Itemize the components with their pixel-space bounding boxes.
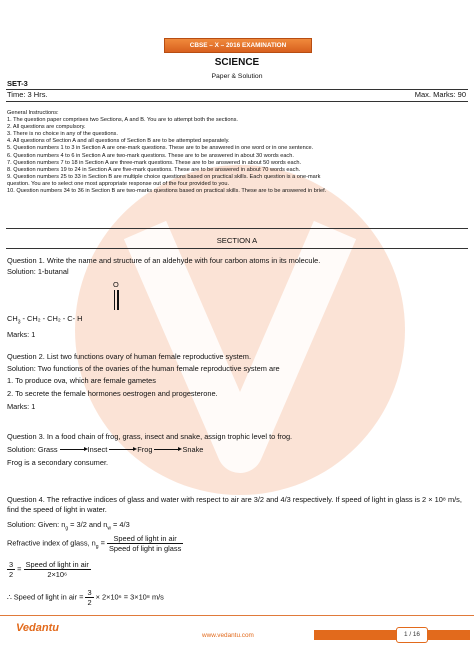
instruction-item: 10. Question numbers 34 to 36 in Section B are two-marks questions based on practical skills. These are to be answered in brief.	[7, 188, 327, 195]
q2-point-1: 1. To produce ova, which are female gametes	[7, 376, 156, 385]
q4-ri-label: Refractive index of glass, n	[7, 538, 96, 548]
exam-banner: CBSE – X – 2016 EXAMINATION	[164, 38, 312, 53]
vedantu-logo: Vedantu	[16, 622, 59, 634]
q4-given-mid: = 3/2 and n	[68, 520, 108, 529]
header-divider-bottom	[6, 101, 468, 102]
q4-result-fraction	[85, 588, 93, 607]
q4-den-2: 2	[87, 598, 92, 607]
q1-marks: Marks: 1	[7, 330, 36, 339]
q1-oxygen-atom: O	[113, 280, 119, 289]
q4-sub-g: g	[65, 525, 69, 532]
q4-given-label: Solution: Given: n	[7, 520, 66, 529]
arrow-icon	[154, 449, 180, 450]
subject-title: SCIENCE	[214, 57, 260, 68]
footer-divider	[0, 615, 474, 616]
general-instructions	[7, 110, 469, 195]
arrow-icon	[109, 449, 135, 450]
instruction-item: 8. Question numbers 19 to 24 in Section A are five-mark questions. These are to be answered in about 70 words each.	[7, 166, 301, 173]
q1-subscript: 3	[17, 319, 21, 326]
instruction-item: 9. Question numbers 25 to 33 in Section B are multiple choice questions based on practical skills. Each question is a one-mark	[7, 173, 321, 180]
q4-sub-g: g	[95, 543, 99, 550]
q4-sub-w: w	[107, 525, 111, 532]
q3-chain-item: Insect	[87, 445, 108, 454]
q4-fraction-2	[24, 560, 91, 579]
q4-frac-num: Speed of light in air	[107, 534, 183, 544]
q4-three-halves	[7, 560, 15, 579]
q4-den-2: 2	[9, 570, 14, 579]
q3-food-chain	[7, 445, 203, 454]
instruction-item: 2. All questions are compulsory.	[7, 124, 86, 131]
footer-bar	[314, 630, 470, 640]
q4-refractive-index-eq	[7, 534, 183, 553]
q1-ch3: CH	[7, 314, 18, 323]
q4-fraction	[107, 534, 183, 553]
q4-eq2-num: Speed of light in air	[25, 560, 89, 569]
q2-question: Question 2. List two functions ovary of human female reproductive system.	[7, 352, 252, 361]
q1-solution: Solution: 1-butanal	[7, 267, 69, 276]
vedantu-watermark-logo	[60, 150, 420, 510]
page-number: 1 / 16	[396, 627, 428, 643]
section-a-title: SECTION A	[216, 236, 258, 245]
instruction-item: 3. There is no choice in any of the questions.	[7, 131, 118, 138]
q3-conclusion: Frog is a secondary consumer.	[7, 458, 109, 467]
q4-therefore: ∴ Speed of light in air =	[7, 592, 84, 602]
q4-equals: =	[98, 538, 105, 548]
q4-num-3: 3	[9, 560, 14, 569]
instruction-item: question. You are to select one most appropriate response out of the four provided to you.	[7, 180, 230, 187]
arrow-icon	[60, 449, 86, 450]
q3-chain-item: Snake	[182, 445, 204, 454]
q1-double-bond	[114, 290, 116, 310]
footer-url[interactable]: www.vedantu.com	[202, 632, 254, 639]
time-duration: Time: 3 Hrs.	[7, 90, 48, 99]
q1-structure	[7, 314, 82, 325]
q2-marks: Marks: 1	[7, 402, 36, 411]
q3-solution-label: Solution: Grass	[7, 445, 58, 454]
header-divider	[6, 89, 468, 90]
q3-question: Question 3. In a food chain of frog, grass, insect and snake, assign trophic level to frog.	[7, 432, 293, 441]
q4-num-3: 3	[87, 588, 92, 597]
paper-subtitle: Paper & Solution	[211, 73, 263, 80]
set-number: SET-3	[7, 79, 28, 88]
q1-chain: - CH₂ - CH₂ - C- H	[20, 314, 83, 323]
q2-solution: Solution: Two functions of the ovaries of the human female reproductive system are	[7, 364, 280, 373]
instructions-heading: General Instructions:	[7, 110, 59, 116]
section-divider-bottom	[6, 248, 468, 249]
instruction-item: 5. Question numbers 1 to 3 in Section A are one-mark questions. These are to be answered in one word or in one sentence.	[7, 145, 314, 152]
q4-given-post: = 4/3	[111, 520, 130, 529]
q4-eq2-den: 2×10⁶	[47, 570, 68, 579]
q3-chain-item: Frog	[137, 445, 153, 454]
section-divider-top	[6, 228, 468, 229]
instruction-item: 1. The question paper comprises two Sections, A and B. You are to attempt both the sections.	[7, 117, 238, 124]
instruction-item: 4. All questions of Section A and all questions of Section B are to be attempted separately.	[7, 138, 230, 145]
q4-frac-den: Speed of light in glass	[108, 544, 182, 553]
q2-point-2: 2. To secrete the female hormones oestrogen and progesterone.	[7, 389, 218, 398]
instruction-item: 7. Question numbers 7 to 18 in Section A are three-mark questions. These are to be answered in about 50 words each.	[7, 159, 302, 166]
max-marks: Max. Marks: 90	[414, 90, 466, 99]
instruction-item: 6. Question numbers 4 to 6 in Section A are two-mark questions. These are to be answered in about 30 words each.	[7, 152, 294, 159]
q4-question: Question 4. The refractive indices of glass and water with respect to air are 3/2 and 4/3 respectively. If speed of light in glass is 2 × 10⁸ m/s, find the speed of light in water.	[7, 495, 462, 514]
q4-result	[7, 588, 164, 607]
q4-given	[7, 520, 130, 531]
q1-question: Question 1. Write the name and structure of an aldehyde with four carbon atoms in its molecule.	[7, 256, 321, 265]
q4-result-value: × 2×10⁶ = 3×10⁸ m/s	[95, 592, 164, 602]
q4-equation-2: $\frac{3}{2}$ = $\frac{\text{Speed of light in air}}{\text{2×10⁶}}$	[9, 560, 89, 579]
